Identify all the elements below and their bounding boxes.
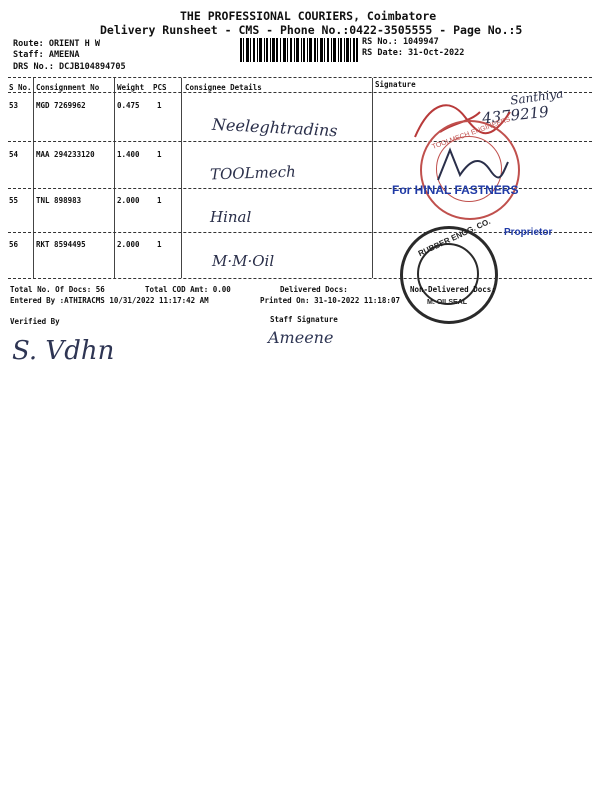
route-label: Route: ORIENT H W: [13, 39, 100, 49]
row-consignee-handwritten: TOOLmech: [209, 162, 297, 184]
undelivered-docs: Non-Delivered Docs:: [410, 285, 496, 294]
rs-number: RS No.: 1049947: [362, 37, 439, 47]
rs-date: RS Date: 31-Oct-2022: [362, 48, 465, 58]
runsheet-subtitle: Delivery Runsheet - CMS - Phone No.:0422-3505555 - Page No.:5: [100, 23, 523, 37]
proprietor-label: Proprietor: [504, 227, 553, 238]
total-cod: Total COD Amt: 0.00: [145, 285, 231, 294]
row-consignee-handwritten: Neeleghtradins: [211, 114, 338, 141]
row-consignment: RKT 8594495: [36, 240, 86, 249]
col-header-pcs: PCS: [153, 83, 167, 92]
row-consignment: MGD 7269962: [36, 101, 86, 110]
drs-number: DRS No.: DCJB104894705: [13, 62, 126, 72]
row-sno: 56: [9, 240, 19, 249]
delivered-docs: Delivered Docs:: [280, 285, 348, 294]
total-docs: Total No. Of Docs: 56: [10, 285, 105, 294]
signature-name: Santhiya: [509, 86, 565, 108]
col-header-signature: Signature: [375, 80, 416, 89]
verified-signature: S. Vdhn: [12, 336, 115, 366]
col-header-consignee: Consignee Details: [185, 83, 262, 92]
staff-signature-label: Staff Signature: [270, 315, 338, 324]
row-consignee-handwritten: Hinal: [210, 208, 252, 226]
row-weight: 1.400: [117, 150, 140, 159]
row-weight: 0.475: [117, 101, 140, 110]
row-pcs: 1: [157, 240, 162, 249]
col-header-consignment: Consignment No: [36, 83, 100, 92]
rubber-engg-stamp-text: RUBBER ENGG. CO.: [416, 216, 492, 259]
row-pcs: 1: [157, 150, 162, 159]
signature-number: 4379219: [481, 102, 550, 128]
staff-label: Staff: AMEENA: [13, 50, 80, 60]
rubber-engg-stamp-sub: M. OILSEAL: [427, 299, 468, 306]
row-pcs: 1: [157, 196, 162, 205]
row-consignment: MAA 294233120: [36, 150, 95, 159]
row-weight: 2.000: [117, 240, 140, 249]
col-header-sno: S No.: [9, 83, 32, 92]
company-title: THE PROFESSIONAL COURIERS, Coimbatore: [180, 9, 437, 23]
rubber-engg-stamp: [400, 216, 498, 324]
row-sno: 54: [9, 150, 19, 159]
barcode: [240, 38, 358, 62]
row-pcs: 1: [157, 101, 162, 110]
row-consignment: TNL 898983: [36, 196, 82, 205]
entered-by: Entered By :ATHIRACMS 10/31/2022 11:17:42 AM: [10, 296, 209, 305]
row-consignee-handwritten: M·M·Oil: [212, 252, 275, 270]
staff-signature: Ameene: [268, 328, 334, 347]
printed-on: Printed On: 31-10-2022 11:18:07: [260, 296, 400, 305]
col-header-weight: Weight: [117, 83, 145, 92]
row-sno: 55: [9, 196, 19, 205]
row-sno: 53: [9, 101, 19, 110]
row-weight: 2.000: [117, 196, 140, 205]
hinal-stamp-text: For HINAL FASTNERS: [392, 183, 519, 197]
toolmech-stamp-text: TOOLMECH ENGINEERS: [431, 116, 512, 151]
verified-by-label: Verified By: [10, 317, 60, 326]
